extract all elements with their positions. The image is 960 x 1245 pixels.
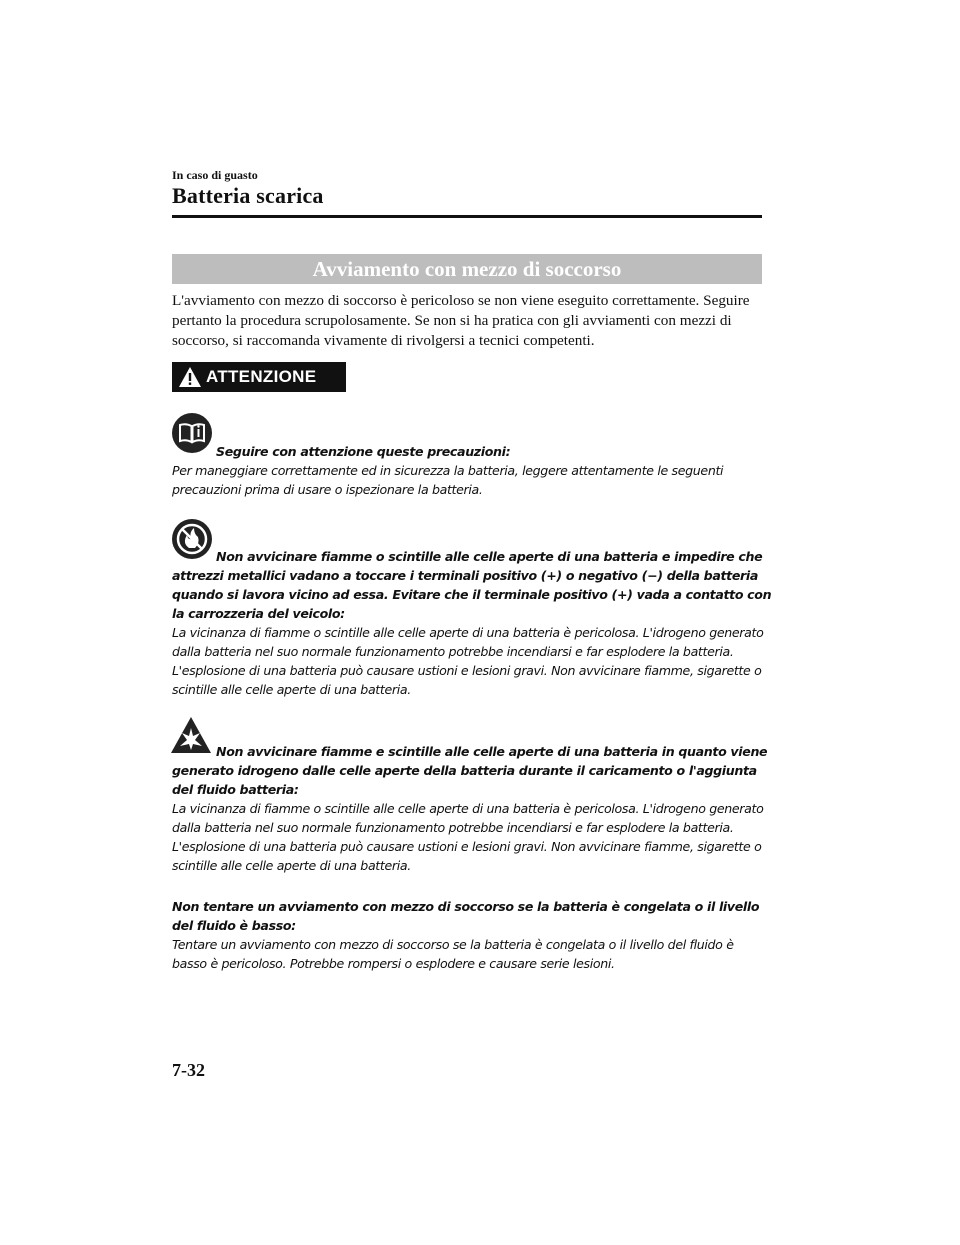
caution-1 <box>172 442 772 499</box>
caution-2-heading: Non avvicinare fiamme o scintille alle celle aperte di una batteria e impedire che attrezzi metallici vadano a toccare i terminali positivo (+) o negativo (−) della batteria quando si lavora vicino ad essa. Evitare che il terminale positivo (+) vada a contatto con la carrozzeria del veicolo: <box>172 549 772 621</box>
caution-1-body: Per maneggiare correttamente ed in sicurezza la batteria, leggere attentamente le seguenti precauzioni prima di usare o ispezionare la batteria. <box>172 463 724 497</box>
caution-3 <box>172 742 772 875</box>
warning-badge <box>172 362 346 392</box>
caution-3-heading: Non avvicinare fiamme e scintille alle celle aperte di una batteria in quanto viene generato idrogeno dalle celle aperte della batteria durante il caricamento o l'aggiunta del fluido batteria: <box>172 744 768 797</box>
caution-2-body: La vicinanza di fiamme o scintille alle celle aperte di una batteria è pericolosa. L'idrogeno generato dalla batteria nel suo normale funzionamento potrebbe incendiarsi e far esplodere la batteria. L'esplosione di una batteria può causare ustioni e lesioni gravi. Non avvicinare fiamme, sigarette o scintille alle celle aperte di una batteria. <box>172 625 764 697</box>
caution-4-heading: Non tentare un avviamento con mezzo di soccorso se la batteria è congelata o il livello del fluido è basso: <box>172 899 760 933</box>
warning-triangle-icon <box>178 366 202 388</box>
page-title: Batteria scarica <box>172 183 324 208</box>
warning-label: ATTENZIONE <box>206 367 317 386</box>
intro-paragraph: L'avviamento con mezzo di soccorso è pericoloso se non viene eseguito correttamente. Seguire pertanto la procedura scrupolosamente. Se non si ha pratica con gli avviamenti con mezzi di soccorso, si raccomanda vivamente di rivolgersi a tecnici competenti. <box>172 292 750 349</box>
page-number: 7-32 <box>172 1060 205 1080</box>
caution-2 <box>172 547 772 699</box>
caution-3-body: La vicinanza di fiamme o scintille alle celle aperte di una batteria è pericolosa. L'idrogeno generato dalla batteria nel suo normale funzionamento potrebbe incendiarsi e far esplodere la batteria. L'esplosione di una batteria può causare ustioni e lesioni gravi. Non avvicinare fiamme, sigarette o scintille alle celle aperte di una batteria. <box>172 801 764 873</box>
caution-4 <box>172 897 772 973</box>
caution-4-body: Tentare un avviamento con mezzo di soccorso se la batteria è congelata o il livello del fluido è basso è pericoloso. Potrebbe rompersi o esplodere e causare serie lesioni. <box>172 937 734 971</box>
chapter-label: In caso di guasto <box>172 168 258 182</box>
caution-1-heading: Seguire con attenzione queste precauzioni: <box>216 444 511 459</box>
section-banner: Avviamento con mezzo di soccorso <box>172 254 762 284</box>
title-divider <box>172 215 762 218</box>
